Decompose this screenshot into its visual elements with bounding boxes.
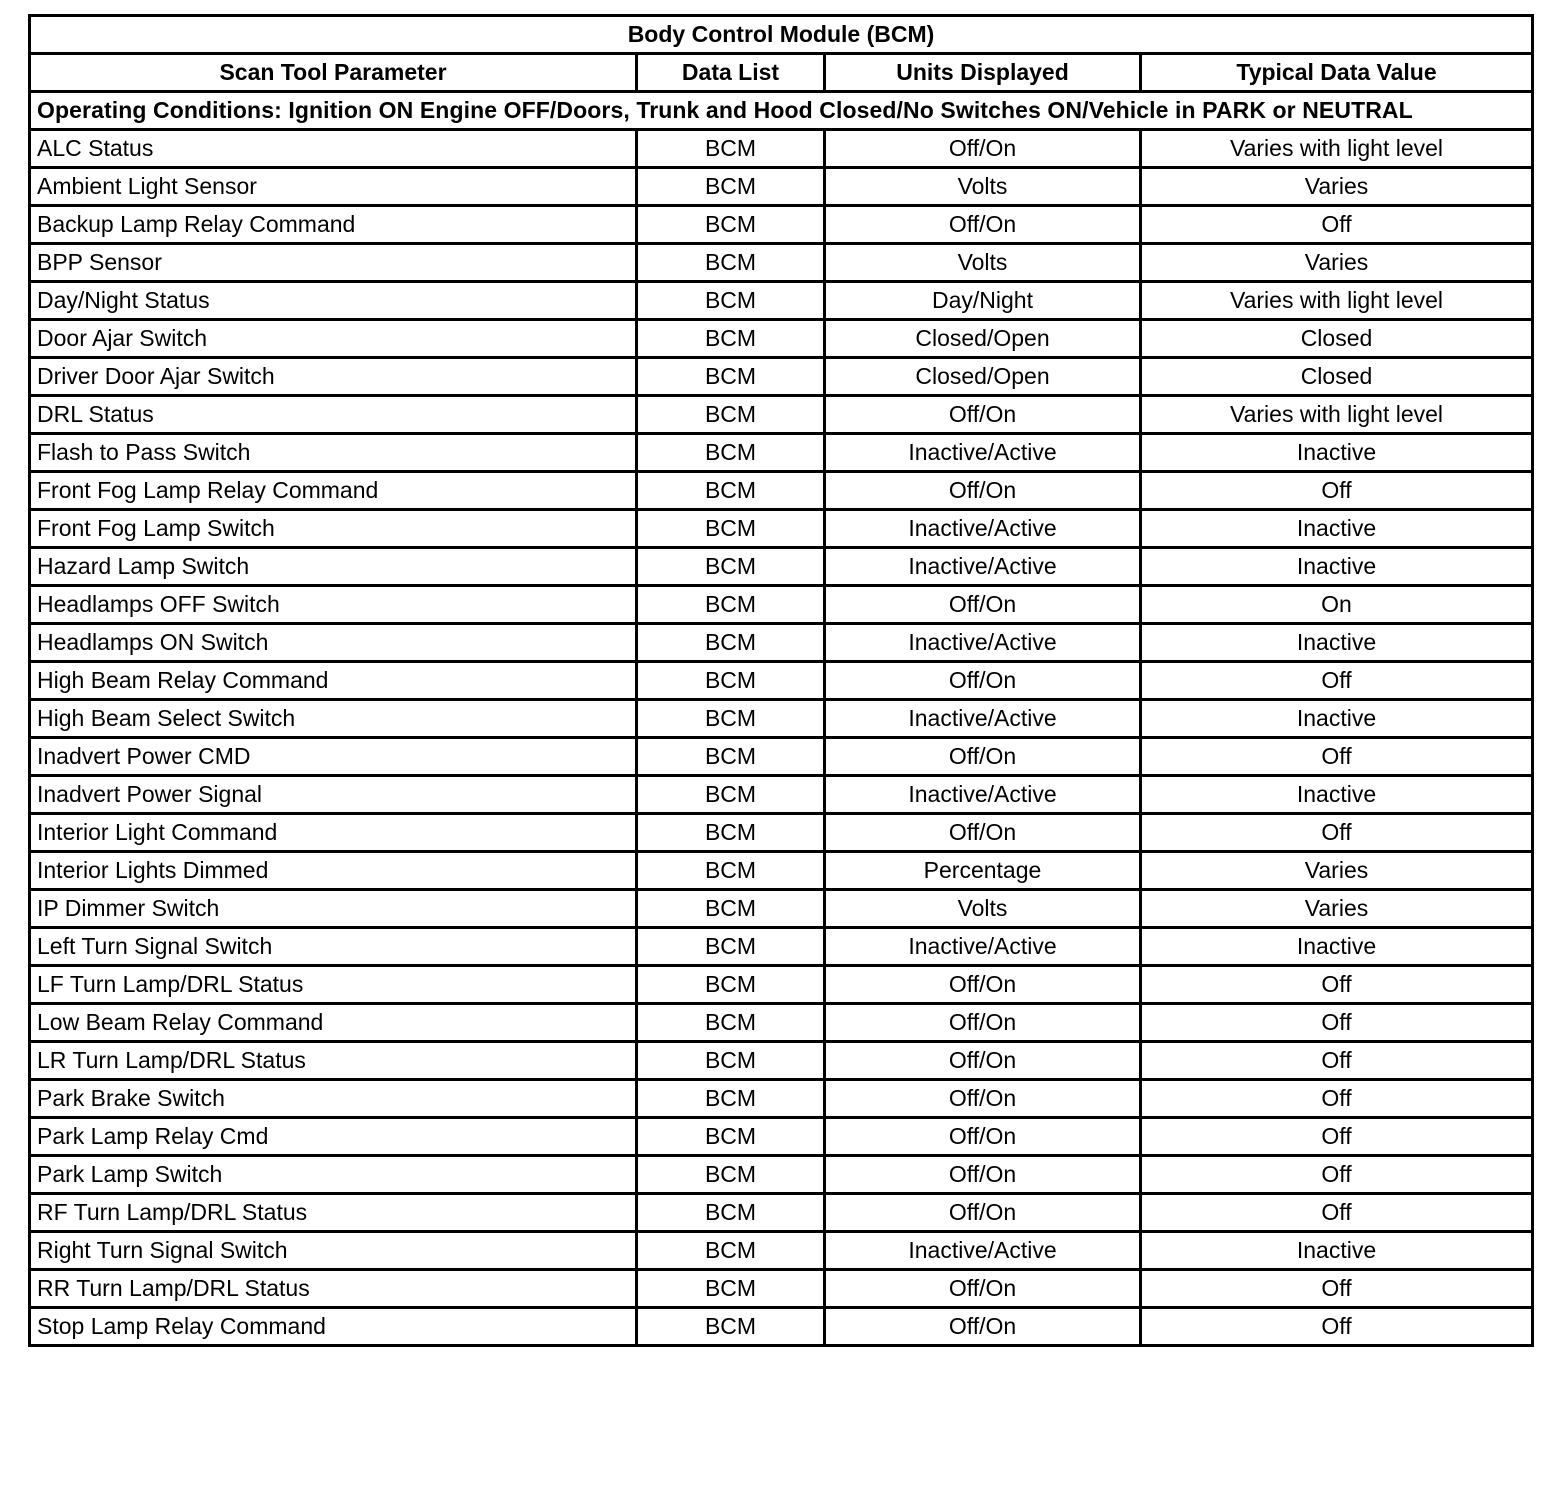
typical-value-cell: Inactive — [1141, 548, 1533, 586]
parameter-cell: BPP Sensor — [30, 244, 637, 282]
typical-value-cell: Varies with light level — [1141, 396, 1533, 434]
typical-value-cell: Varies — [1141, 244, 1533, 282]
units-cell: Off/On — [825, 814, 1141, 852]
typical-value-cell: Varies — [1141, 852, 1533, 890]
typical-value-cell: Off — [1141, 206, 1533, 244]
data-list-cell: BCM — [637, 852, 825, 890]
table-row — [30, 396, 1533, 434]
typical-value-cell: Inactive — [1141, 700, 1533, 738]
table-row — [30, 1308, 1533, 1346]
table-row — [30, 320, 1533, 358]
parameter-cell: Backup Lamp Relay Command — [30, 206, 637, 244]
parameter-cell: Park Lamp Relay Cmd — [30, 1118, 637, 1156]
table-row — [30, 966, 1533, 1004]
data-list-cell: BCM — [637, 130, 825, 168]
parameter-cell: Left Turn Signal Switch — [30, 928, 637, 966]
data-list-cell: BCM — [637, 738, 825, 776]
column-header-units: Units Displayed — [825, 54, 1141, 92]
data-list-cell: BCM — [637, 548, 825, 586]
typical-value-cell: Inactive — [1141, 624, 1533, 662]
bcm-data-table — [28, 14, 1534, 1347]
parameter-cell: Interior Lights Dimmed — [30, 852, 637, 890]
data-list-cell: BCM — [637, 244, 825, 282]
parameter-cell: ALC Status — [30, 130, 637, 168]
typical-value-cell: Inactive — [1141, 776, 1533, 814]
parameter-cell: DRL Status — [30, 396, 637, 434]
table-row — [30, 434, 1533, 472]
parameter-cell: Headlamps OFF Switch — [30, 586, 637, 624]
parameter-cell: Door Ajar Switch — [30, 320, 637, 358]
units-cell: Off/On — [825, 1118, 1141, 1156]
data-list-cell: BCM — [637, 1270, 825, 1308]
units-cell: Off/On — [825, 1004, 1141, 1042]
parameter-cell: Inadvert Power Signal — [30, 776, 637, 814]
table-row — [30, 776, 1533, 814]
typical-value-cell: On — [1141, 586, 1533, 624]
table-row — [30, 1004, 1533, 1042]
units-cell: Off/On — [825, 966, 1141, 1004]
table-title: Body Control Module (BCM) — [30, 16, 1533, 54]
typical-value-cell: Off — [1141, 1042, 1533, 1080]
typical-value-cell: Off — [1141, 1118, 1533, 1156]
units-cell: Inactive/Active — [825, 510, 1141, 548]
parameter-cell: High Beam Relay Command — [30, 662, 637, 700]
parameter-cell: Stop Lamp Relay Command — [30, 1308, 637, 1346]
units-cell: Off/On — [825, 1080, 1141, 1118]
units-cell: Volts — [825, 244, 1141, 282]
data-list-cell: BCM — [637, 1156, 825, 1194]
data-list-cell: BCM — [637, 814, 825, 852]
parameter-cell: Low Beam Relay Command — [30, 1004, 637, 1042]
data-list-cell: BCM — [637, 586, 825, 624]
table-row — [30, 1156, 1533, 1194]
data-list-cell: BCM — [637, 1194, 825, 1232]
units-cell: Inactive/Active — [825, 1232, 1141, 1270]
data-list-cell: BCM — [637, 434, 825, 472]
parameter-cell: LF Turn Lamp/DRL Status — [30, 966, 637, 1004]
parameter-cell: Front Fog Lamp Relay Command — [30, 472, 637, 510]
parameter-cell: IP Dimmer Switch — [30, 890, 637, 928]
typical-value-cell: Off — [1141, 1004, 1533, 1042]
typical-value-cell: Off — [1141, 738, 1533, 776]
table-row — [30, 814, 1533, 852]
table-row — [30, 548, 1533, 586]
typical-value-cell: Off — [1141, 1308, 1533, 1346]
column-header-data-list: Data List — [637, 54, 825, 92]
table-row — [30, 1232, 1533, 1270]
table-row — [30, 510, 1533, 548]
table-row — [30, 928, 1533, 966]
parameter-cell: RR Turn Lamp/DRL Status — [30, 1270, 637, 1308]
table-row — [30, 244, 1533, 282]
units-cell: Closed/Open — [825, 358, 1141, 396]
units-cell: Off/On — [825, 1270, 1141, 1308]
table-row — [30, 852, 1533, 890]
typical-value-cell: Varies — [1141, 890, 1533, 928]
operating-conditions: Operating Conditions: Ignition ON Engine OFF/Doors, Trunk and Hood Closed/No Switches ON/Vehicle in PARK or NEUTRAL — [30, 92, 1533, 130]
data-list-cell: BCM — [637, 776, 825, 814]
typical-value-cell: Off — [1141, 1270, 1533, 1308]
units-cell: Off/On — [825, 396, 1141, 434]
parameter-cell: Inadvert Power CMD — [30, 738, 637, 776]
table-row — [30, 472, 1533, 510]
column-header-typical-value: Typical Data Value — [1141, 54, 1533, 92]
parameter-cell: Park Lamp Switch — [30, 1156, 637, 1194]
data-list-cell: BCM — [637, 1118, 825, 1156]
table-row — [30, 1270, 1533, 1308]
table-row — [30, 282, 1533, 320]
units-cell: Off/On — [825, 662, 1141, 700]
table-row — [30, 206, 1533, 244]
table-row — [30, 1042, 1533, 1080]
units-cell: Off/On — [825, 1156, 1141, 1194]
units-cell: Off/On — [825, 1194, 1141, 1232]
data-list-cell: BCM — [637, 1308, 825, 1346]
data-list-cell: BCM — [637, 320, 825, 358]
units-cell: Inactive/Active — [825, 928, 1141, 966]
units-cell: Off/On — [825, 1042, 1141, 1080]
typical-value-cell: Off — [1141, 662, 1533, 700]
typical-value-cell: Closed — [1141, 320, 1533, 358]
typical-value-cell: Varies with light level — [1141, 282, 1533, 320]
data-list-cell: BCM — [637, 966, 825, 1004]
table-row — [30, 662, 1533, 700]
typical-value-cell: Closed — [1141, 358, 1533, 396]
table-row — [30, 586, 1533, 624]
units-cell: Volts — [825, 168, 1141, 206]
table-row — [30, 1194, 1533, 1232]
units-cell: Off/On — [825, 586, 1141, 624]
units-cell: Inactive/Active — [825, 700, 1141, 738]
units-cell: Percentage — [825, 852, 1141, 890]
typical-value-cell: Off — [1141, 1080, 1533, 1118]
typical-value-cell: Off — [1141, 1194, 1533, 1232]
typical-value-cell: Off — [1141, 814, 1533, 852]
data-list-cell: BCM — [637, 928, 825, 966]
units-cell: Inactive/Active — [825, 776, 1141, 814]
data-list-cell: BCM — [637, 1042, 825, 1080]
typical-value-cell: Varies with light level — [1141, 130, 1533, 168]
data-list-cell: BCM — [637, 624, 825, 662]
data-list-cell: BCM — [637, 206, 825, 244]
units-cell: Inactive/Active — [825, 624, 1141, 662]
data-list-cell: BCM — [637, 472, 825, 510]
data-list-cell: BCM — [637, 1004, 825, 1042]
data-list-cell: BCM — [637, 1080, 825, 1118]
typical-value-cell: Inactive — [1141, 434, 1533, 472]
parameter-cell: Headlamps ON Switch — [30, 624, 637, 662]
table-row — [30, 358, 1533, 396]
parameter-cell: Day/Night Status — [30, 282, 637, 320]
parameter-cell: RF Turn Lamp/DRL Status — [30, 1194, 637, 1232]
units-cell: Inactive/Active — [825, 434, 1141, 472]
parameter-cell: Ambient Light Sensor — [30, 168, 637, 206]
units-cell: Off/On — [825, 1308, 1141, 1346]
table-row — [30, 624, 1533, 662]
parameter-cell: Flash to Pass Switch — [30, 434, 637, 472]
table-row — [30, 1118, 1533, 1156]
parameter-cell: Front Fog Lamp Switch — [30, 510, 637, 548]
units-cell: Day/Night — [825, 282, 1141, 320]
units-cell: Off/On — [825, 130, 1141, 168]
units-cell: Volts — [825, 890, 1141, 928]
parameter-cell: Park Brake Switch — [30, 1080, 637, 1118]
column-header-row — [30, 54, 1533, 92]
typical-value-cell: Inactive — [1141, 928, 1533, 966]
table-row — [30, 700, 1533, 738]
parameter-cell: Hazard Lamp Switch — [30, 548, 637, 586]
table-row — [30, 738, 1533, 776]
typical-value-cell: Inactive — [1141, 510, 1533, 548]
table-row — [30, 130, 1533, 168]
typical-value-cell: Off — [1141, 472, 1533, 510]
parameter-cell: Right Turn Signal Switch — [30, 1232, 637, 1270]
data-list-cell: BCM — [637, 396, 825, 434]
table-row — [30, 1080, 1533, 1118]
units-cell: Off/On — [825, 206, 1141, 244]
data-list-cell: BCM — [637, 358, 825, 396]
units-cell: Off/On — [825, 738, 1141, 776]
parameter-cell: LR Turn Lamp/DRL Status — [30, 1042, 637, 1080]
typical-value-cell: Varies — [1141, 168, 1533, 206]
data-list-cell: BCM — [637, 168, 825, 206]
table-row — [30, 890, 1533, 928]
column-header-parameter: Scan Tool Parameter — [30, 54, 637, 92]
units-cell: Off/On — [825, 472, 1141, 510]
table-body — [30, 130, 1533, 1346]
parameter-cell: Driver Door Ajar Switch — [30, 358, 637, 396]
units-cell: Inactive/Active — [825, 548, 1141, 586]
parameter-cell: Interior Light Command — [30, 814, 637, 852]
parameter-cell: High Beam Select Switch — [30, 700, 637, 738]
typical-value-cell: Inactive — [1141, 1232, 1533, 1270]
data-list-cell: BCM — [637, 662, 825, 700]
typical-value-cell: Off — [1141, 1156, 1533, 1194]
units-cell: Closed/Open — [825, 320, 1141, 358]
data-list-cell: BCM — [637, 1232, 825, 1270]
data-list-cell: BCM — [637, 890, 825, 928]
table-row — [30, 168, 1533, 206]
data-list-cell: BCM — [637, 510, 825, 548]
data-list-cell: BCM — [637, 700, 825, 738]
typical-value-cell: Off — [1141, 966, 1533, 1004]
data-list-cell: BCM — [637, 282, 825, 320]
